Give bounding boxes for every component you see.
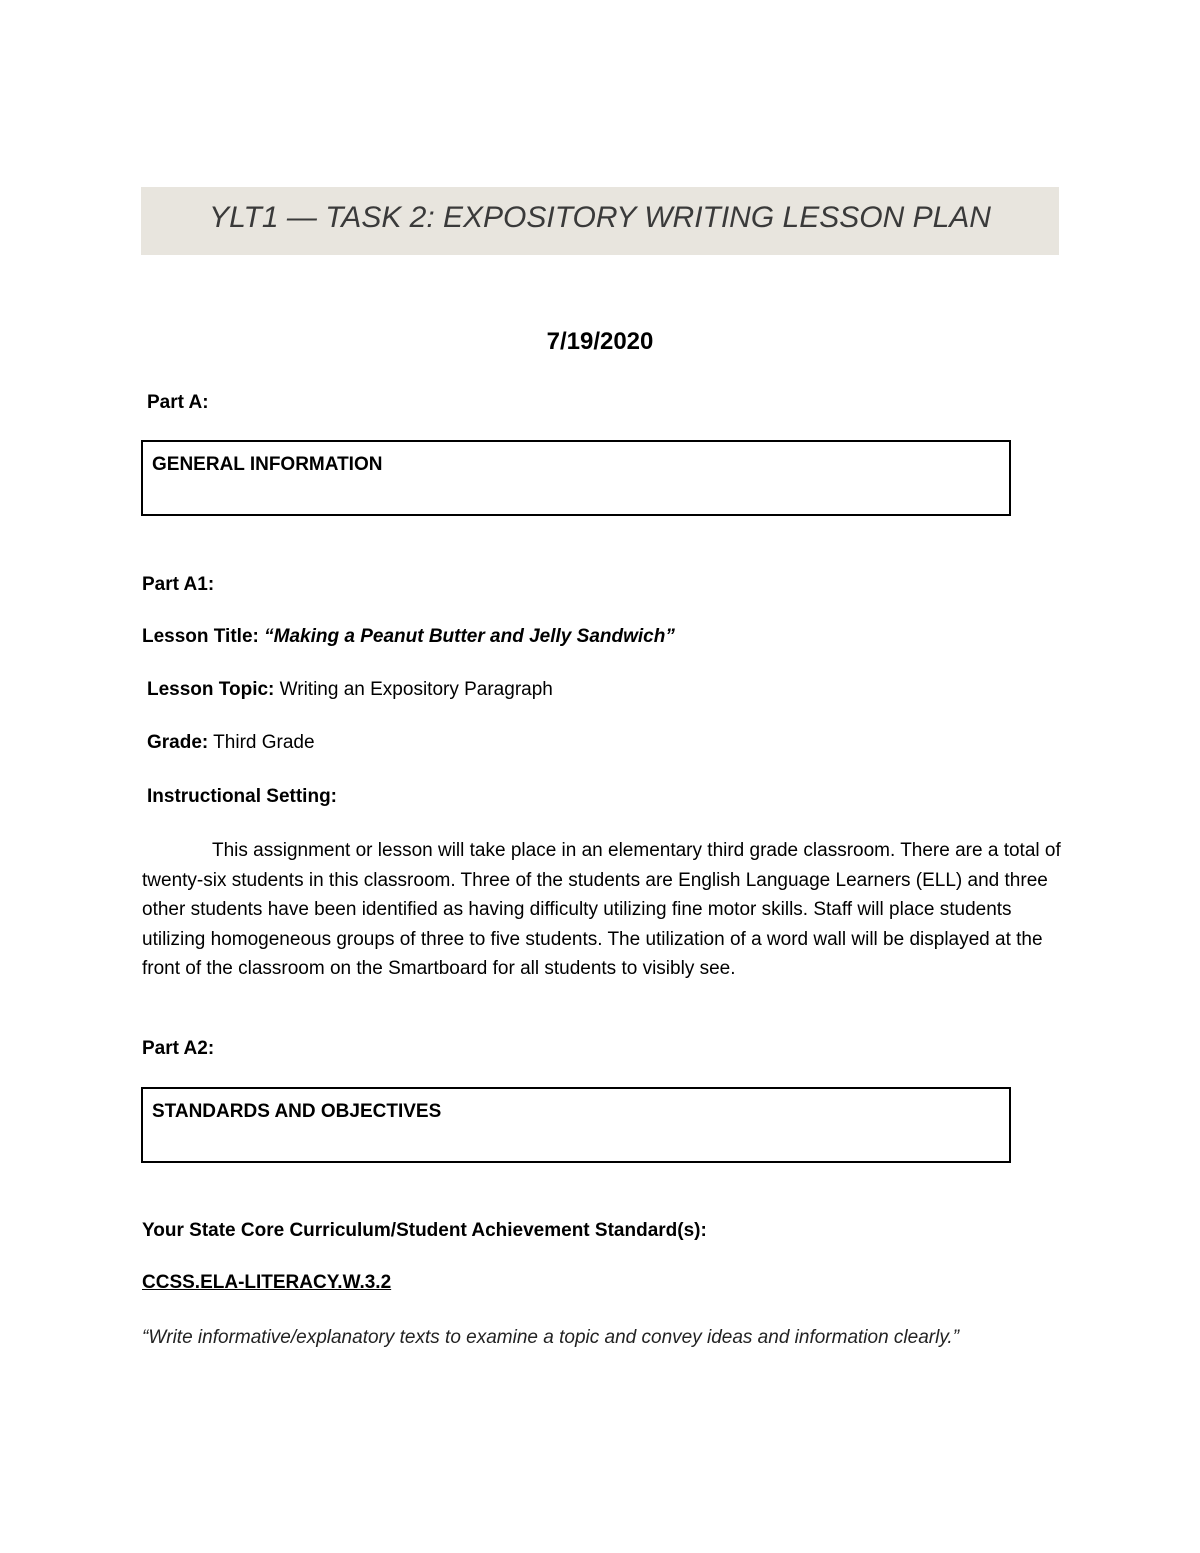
grade-value: Third Grade (208, 732, 315, 753)
lesson-topic-label: Lesson Topic: (147, 679, 275, 700)
lesson-title-line (142, 626, 675, 648)
part-a2-label: Part A2: (142, 1038, 215, 1059)
lesson-title-label: Lesson Title: (142, 626, 265, 647)
lesson-title-value: “Making a Peanut Butter and Jelly Sandwich” (264, 626, 675, 647)
title-banner (141, 187, 1059, 255)
lesson-topic-line (147, 679, 553, 701)
standards-objectives-heading: STANDARDS AND OBJECTIVES (152, 1101, 442, 1122)
standard-quote: “Write informative/explanatory texts to examine a topic and convey ideas and information clearly.” (142, 1327, 960, 1348)
grade-line (147, 732, 315, 754)
general-information-box (141, 440, 1011, 516)
lesson-topic-value: Writing an Expository Paragraph (274, 679, 553, 700)
document-title: YLT1 — TASK 2: EXPOSITORY WRITING LESSON PLAN (209, 201, 991, 234)
standards-objectives-box (141, 1087, 1011, 1163)
part-a1-label: Part A1: (142, 574, 215, 595)
instructional-setting-label: Instructional Setting: (147, 786, 337, 807)
standards-label: Your State Core Curriculum/Student Achievement Standard(s): (142, 1220, 707, 1241)
general-information-heading: GENERAL INFORMATION (152, 454, 383, 475)
standard-code: CCSS.ELA-LITERACY.W.3.2 (142, 1272, 392, 1293)
part-a-label: Part A: (147, 392, 209, 413)
instructional-setting-paragraph: This assignment or lesson will take place in an elementary third grade classroom. There are a total of twenty-six students in this classroom. Three of the students are English Language Learners (ELL) and three other students have been identified as having difficulty utilizing fine motor skills. Staff will place students utilizing homogeneous groups of three to five students. The utilization of a word wall will be displayed at the front of the classroom on the Smartboard for all students to visibly see. (142, 840, 1061, 980)
grade-label: Grade: (147, 732, 209, 753)
document-date: 7/19/2020 (546, 328, 654, 355)
